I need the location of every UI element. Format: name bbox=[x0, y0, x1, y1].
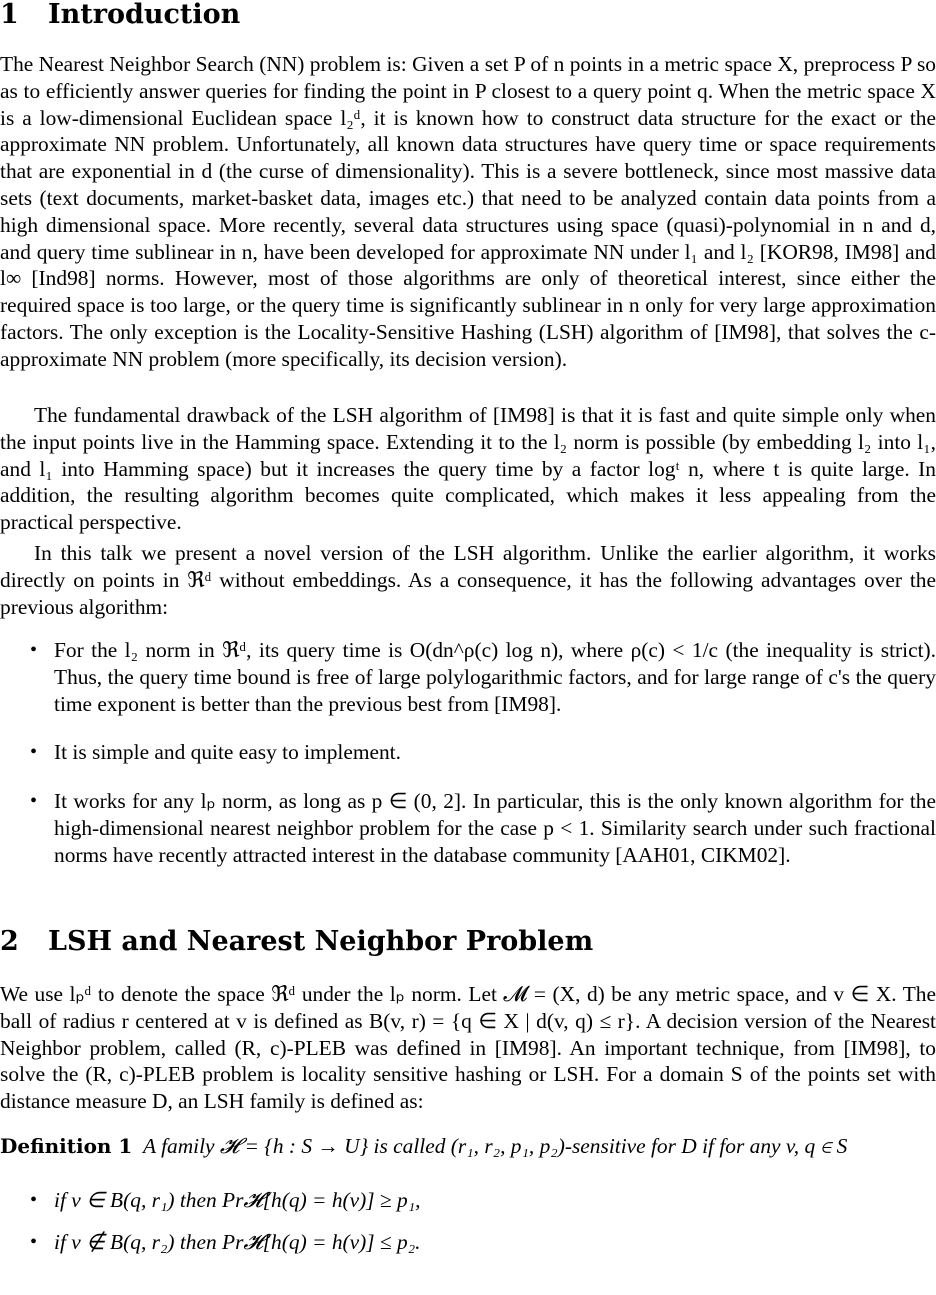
list-item: • It is simple and quite easy to implement. bbox=[30, 740, 401, 765]
intro-paragraph-2: The fundamental drawback of the LSH algorithm of [IM98] is that it is fast and quite simple only when the input points live in the Hamming space. Extending it to the l₂ norm is possible (by embedding l₂ into l₁, and l₁ into Hamming space) but it increases the query time by a factor logᵗ n, where t is quite large. In addition, the resulting algorithm becomes quite complicated, which makes it less appealing from the practical perspective. bbox=[0, 403, 936, 535]
section-number: 1 bbox=[0, 0, 19, 30]
section-1-heading bbox=[0, 0, 240, 30]
definition-conditions bbox=[0, 1187, 936, 1256]
list-item: • It works for any lₚ norm, as long as p ∈ (0, 2]. In particular, this is the only known algorithm for the high-dimensional nearest neighbor problem for the case p < 1. Similarity search under such fractional norms have recently attracted interest in the database community [AAH01, CIKM02]. bbox=[30, 789, 936, 867]
section-title: Introduction bbox=[48, 0, 241, 30]
advantages-list bbox=[0, 637, 936, 869]
bullet-icon: • bbox=[30, 639, 38, 661]
bullet-icon: • bbox=[30, 790, 38, 813]
list-item: • if v ∈ B(q, r₁) then Pr𝓗[h(q) = h(v)] ≥ p₁, bbox=[30, 1188, 421, 1212]
section-2-heading bbox=[0, 927, 593, 957]
bullet-icon: • bbox=[30, 741, 38, 764]
definition-text: A family 𝓗 = {h : S → U} is called (r₁, r₂, p₁, p₂)-sensitive for D if for any v, q ∈ S bbox=[143, 1134, 848, 1158]
lsh-paragraph: We use lₚᵈ to denote the space ℜᵈ under the lₚ norm. Let 𝓜 = (X, d) be any metric space, and v ∈ X. The ball of radius r centered at v is defined as B(v, r) = {q ∈ X | d(v, q) ≤ r}. A decision version of the Nearest Neighbor problem, called (R, c)-PLEB was defined in [IM98]. An important technique, from [IM98], to solve the (R, c)-PLEB problem is locality sensitive hashing or LSH. For a domain S of the points set with distance measure D, an LSH family is defined as: bbox=[0, 982, 936, 1114]
section-number: 2 bbox=[0, 926, 19, 957]
definition-label: Definition 1 bbox=[0, 1134, 133, 1158]
section-title: LSH and Nearest Neighbor Problem bbox=[48, 926, 594, 957]
bullet-icon: • bbox=[30, 1189, 38, 1211]
bullet-icon: • bbox=[30, 1230, 38, 1253]
intro-paragraph-3: In this talk we present a novel version of the LSH algorithm. Unlike the earlier algorithm, it works directly on points in ℜᵈ without embeddings. As a consequence, it has the following advantages over the previous algorithm: bbox=[0, 541, 936, 619]
intro-paragraph-1: The Nearest Neighbor Search (NN) problem is: Given a set P of n points in a metric space X, preprocess P so as to efficiently answer queries for finding the point in P closest to a query point q. When the metric space X is a low-dimensional Euclidean space l₂ᵈ, it is known how to construct data structure for the exact or the approximate NN problem. Unfortunately, all known data structures have query time or space requirements that are exponential in d (the curse of dimensionality). This is a severe bottleneck, since most massive data sets (text documents, market-basket data, images etc.) that need to be analyzed contain data points from a high dimensional space. More recently, several data structures using space (quasi)-polynomial in n and d, and query time sublinear in n, have been developed for approximate NN under l₁ and l₂ [KOR98, IM98] and l∞ [Ind98] norms. However, most of those algorithms are only of theoretical interest, since either the required space is too large, or the query time is significantly sublinear in n only for very large approximation factors. The only exception is the Locality-Sensitive Hashing (LSH) algorithm of [IM98], that solves the c-approximate NN problem (more specifically, its decision version). bbox=[0, 52, 936, 371]
list-item: • For the l₂ norm in ℜᵈ, its query time is O(dn^ρ(c) log n), where ρ(c) < 1/c (the inequality is strict). Thus, the query time bound is free of large polylogarithmic factors, and for large range of c's the query time exponent is better than the previous best from [IM98]. bbox=[30, 638, 936, 716]
definition-1 bbox=[0, 1133, 936, 1160]
list-item: • if v ∉ B(q, r₂) then Pr𝓗[h(q) = h(v)] ≤ p₂. bbox=[30, 1229, 421, 1254]
